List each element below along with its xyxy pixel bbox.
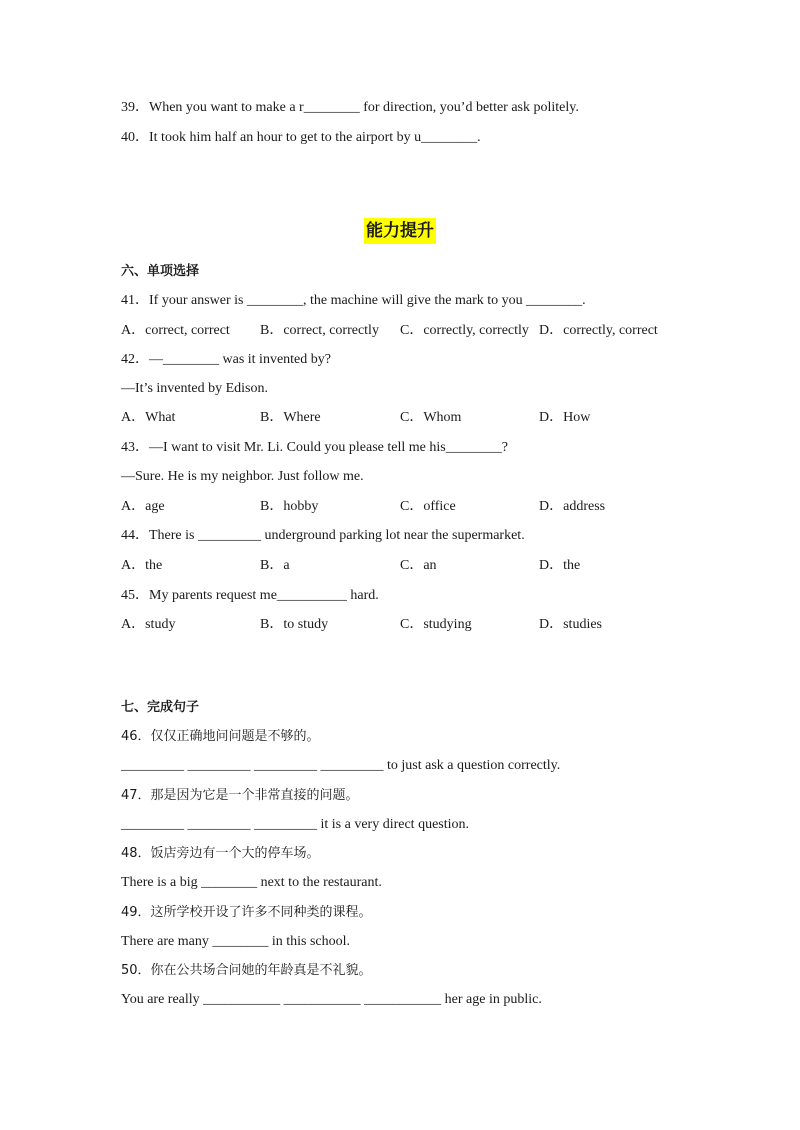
- option-d[interactable]: D．How: [539, 410, 591, 425]
- question-46-english: _________ _________ _________ _________ to just ask a question correctly.: [121, 758, 561, 773]
- question-44-stem: 44．There is _________ underground parking lot near the supermarket.: [121, 528, 525, 543]
- question-43-stem: 43．—I want to visit Mr. Li. Could you please tell me his________?: [121, 440, 508, 455]
- option-d[interactable]: D．address: [539, 499, 606, 514]
- option-b[interactable]: B．hobby: [260, 499, 319, 514]
- question-41-options: [121, 322, 721, 340]
- option-c[interactable]: C．correctly, correctly: [400, 323, 529, 338]
- option-c[interactable]: C．studying: [400, 617, 472, 632]
- question-43-options: [121, 498, 721, 516]
- question-40: 40．It took him half an hour to get to the airport by u________.: [121, 130, 481, 145]
- question-47-chinese: 47．那是因为它是一个非常直接的问题。: [121, 788, 359, 803]
- option-c[interactable]: C．office: [400, 499, 456, 514]
- question-45-stem: 45．My parents request me__________ hard.: [121, 588, 379, 603]
- option-a[interactable]: A．What: [121, 410, 176, 425]
- section-heading-single-choice: 六、单项选择: [121, 264, 200, 279]
- question-47-english: _________ _________ _________ it is a very direct question.: [121, 817, 470, 832]
- question-42-stem: 42．—________ was it invented by?: [121, 352, 331, 367]
- question-46-chinese: 46．仅仅正确地问问题是不够的。: [121, 729, 320, 744]
- option-a[interactable]: A．the: [121, 558, 163, 573]
- option-b[interactable]: B．correct, correctly: [260, 323, 379, 338]
- option-b[interactable]: B．Where: [260, 410, 321, 425]
- question-50-english: You are really ___________ ___________ ___________ her age in public.: [121, 992, 542, 1007]
- section-title: 能力提升: [364, 218, 436, 244]
- section-heading-complete-sentences: 七、完成句子: [121, 700, 200, 715]
- option-d[interactable]: D．correctly, correct: [539, 323, 658, 338]
- question-43-reply: —Sure. He is my neighbor. Just follow me.: [121, 469, 364, 484]
- option-d[interactable]: D．studies: [539, 617, 602, 632]
- option-a[interactable]: A．study: [121, 617, 176, 632]
- question-39: 39．When you want to make a r________ for direction, you’d better ask politely.: [121, 100, 579, 115]
- question-48-english: There is a big ________ next to the restaurant.: [121, 875, 382, 890]
- option-a[interactable]: A．age: [121, 499, 165, 514]
- question-42-reply: —It’s invented by Edison.: [121, 381, 268, 396]
- question-45-options: [121, 616, 721, 634]
- option-c[interactable]: C．Whom: [400, 410, 462, 425]
- question-42-options: [121, 409, 721, 427]
- title-wrap: [0, 218, 800, 244]
- question-50-chinese: 50．你在公共场合问她的年龄真是不礼貌。: [121, 963, 372, 978]
- option-b[interactable]: B．a: [260, 558, 290, 573]
- question-48-chinese: 48．饭店旁边有一个大的停车场。: [121, 846, 320, 861]
- question-41-stem: 41．If your answer is ________, the machine will give the mark to you ________.: [121, 293, 586, 308]
- question-44-options: [121, 557, 721, 575]
- question-49-chinese: 49．这所学校开设了许多不同种类的课程。: [121, 905, 372, 920]
- option-c[interactable]: C．an: [400, 558, 437, 573]
- option-b[interactable]: B．to study: [260, 617, 329, 632]
- question-49-english: There are many ________ in this school.: [121, 934, 351, 949]
- option-a[interactable]: A．correct, correct: [121, 323, 230, 338]
- option-d[interactable]: D．the: [539, 558, 581, 573]
